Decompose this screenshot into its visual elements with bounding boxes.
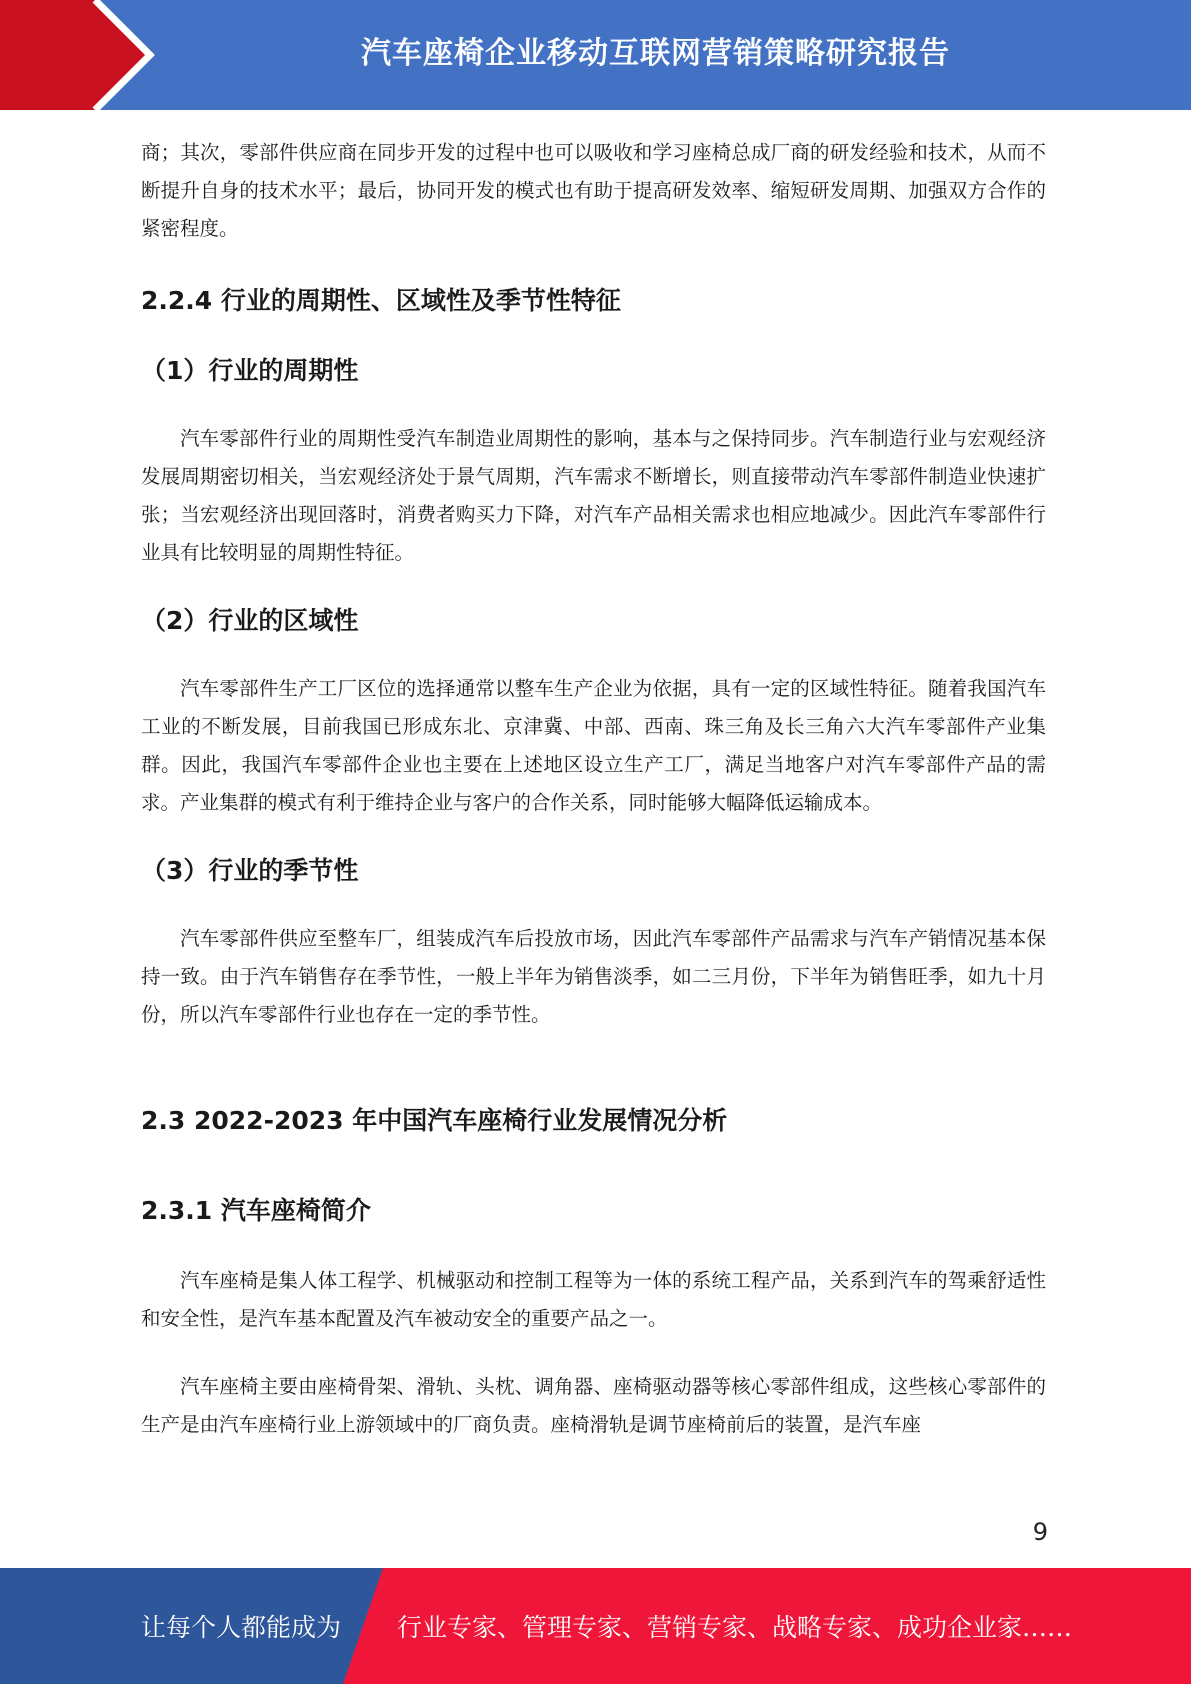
subsection-2-heading: （2）行业的区域性 <box>141 606 359 635</box>
header-chevron-icon <box>0 0 160 110</box>
subsection-2-paragraph: 汽车零部件生产工厂区位的选择通常以整车生产企业为依据，具有一定的区域性特征。随着我国汽车工业的不断发展，目前我国已形成东北、京津冀、中部、西南、珠三角及长三角六大汽车零部件产业集群。因此，我国汽车零部件企业也主要在上述地区设立生产工厂，满足当地客户对汽车零部件产品的需求。产业集群的模式有利于维持企业与客户的合作关系，同时能够大幅降低运输成本。 <box>141 677 1046 814</box>
footer-slogan-left: 让每个人都能成为 <box>141 1613 342 1642</box>
page-header <box>0 0 1191 110</box>
subsection-1-heading: （1）行业的周期性 <box>141 356 359 385</box>
subsection-3-paragraph: 汽车零部件供应至整车厂，组装成汽车后投放市场，因此汽车零部件产品需求与汽车产销情况基本保持一致。由于汽车销售存在季节性，一般上半年为销售淡季，如二三月份，下半年为销售旺季，如九十月份，所以汽车零部件行业也存在一定的季节性。 <box>141 927 1046 1026</box>
section-2-2-4-heading: 2.2.4 行业的周期性、区域性及季节性特征 <box>141 286 621 315</box>
footer-slogan-right: 行业专家、管理专家、营销专家、战略专家、成功企业家…… <box>397 1613 1073 1642</box>
section-2-3-1-paragraph-1: 汽车座椅是集人体工程学、机械驱动和控制工程等为一体的系统工程产品，关系到汽车的驾乘舒适性和安全性，是汽车基本配置及汽车被动安全的重要产品之一。 <box>141 1269 1046 1330</box>
page-footer <box>0 1568 1191 1684</box>
page-number: 9 <box>1032 1518 1048 1546</box>
document-body <box>141 134 1046 1444</box>
report-title: 汽车座椅企业移动互联网营销策略研究报告 <box>361 36 950 71</box>
subsection-3-heading: （3）行业的季节性 <box>141 856 359 885</box>
section-2-3-1-heading: 2.3.1 汽车座椅简介 <box>141 1196 371 1225</box>
subsection-1-paragraph: 汽车零部件行业的周期性受汽车制造业周期性的影响，基本与之保持同步。汽车制造行业与宏观经济发展周期密切相关，当宏观经济处于景气周期，汽车需求不断增长，则直接带动汽车零部件制造业快速扩张；当宏观经济出现回落时，消费者购买力下降，对汽车产品相关需求也相应地减少。因此汽车零部件行业具有比较明显的周期性特征。 <box>141 427 1046 564</box>
section-2-3-heading: 2.3 2022-2023 年中国汽车座椅行业发展情况分析 <box>141 1106 728 1135</box>
section-2-3-1-paragraph-2: 汽车座椅主要由座椅骨架、滑轨、头枕、调角器、座椅驱动器等核心零部件组成，这些核心零部件的生产是由汽车座椅行业上游领域中的厂商负责。座椅滑轨是调节座椅前后的装置，是汽车座 <box>141 1375 1046 1436</box>
intro-paragraph: 商；其次，零部件供应商在同步开发的过程中也可以吸收和学习座椅总成厂商的研发经验和技术，从而不断提升自身的技术水平；最后，协同开发的模式也有助于提高研发效率、缩短研发周期、加强双方合作的紧密程度。 <box>141 141 1046 240</box>
